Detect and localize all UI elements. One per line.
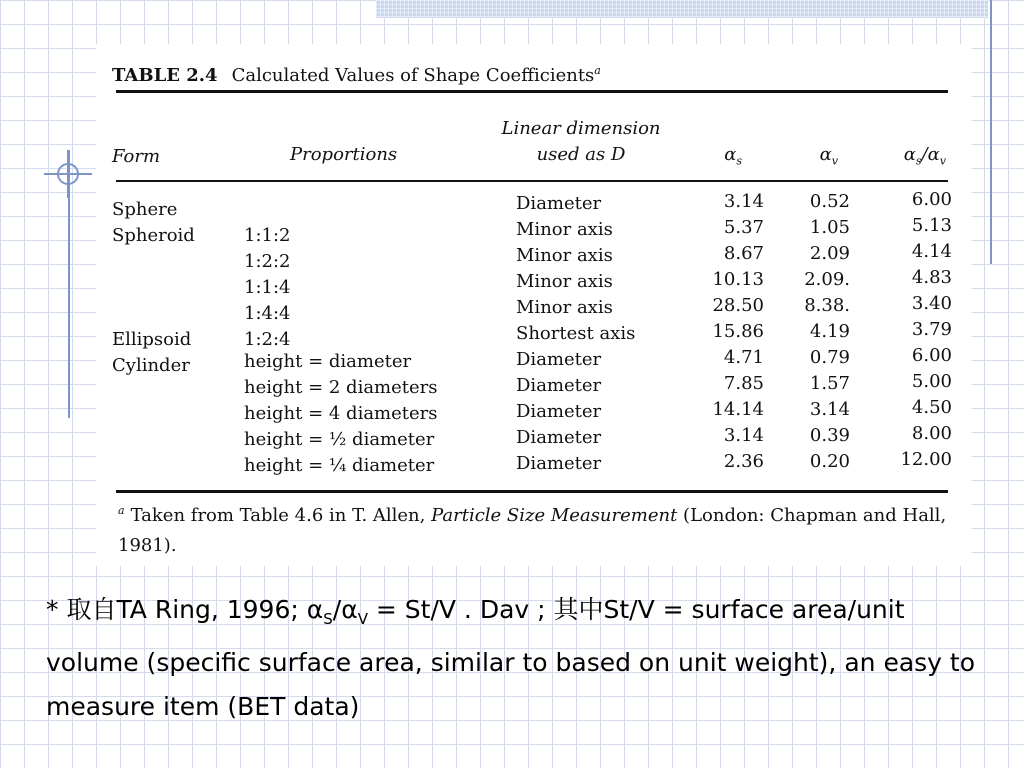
note-symbol-v: α [341, 595, 358, 624]
header-linear-line1: Linear dimension [501, 118, 661, 139]
top-decorative-band [376, 0, 988, 18]
row-0-ratio: 6.00 [911, 189, 952, 210]
footnote-text-after: (London: Chapman and Hall, 1981). [118, 505, 947, 556]
row-2-alpha-v: 2.09 [809, 243, 850, 264]
row-9-proportions: height = ½ diameter [244, 429, 435, 450]
header-alpha-v [796, 144, 838, 168]
header-ratio-num-symbol: α [903, 144, 916, 165]
row-3-dimension: Minor axis [516, 271, 613, 292]
row-1-ratio: 5.13 [911, 215, 952, 236]
row-4-dimension: Minor axis [516, 297, 613, 318]
header-ratio-den-sub: v [939, 154, 946, 168]
row-2-proportions: 1:2:2 [244, 251, 291, 272]
row-5-ratio: 3.79 [911, 319, 952, 340]
row-8-alpha-v: 3.14 [809, 399, 850, 420]
row-6-proportions: height = diameter [244, 351, 412, 372]
row-7-alpha-v: 1.57 [809, 373, 850, 394]
row-5-alpha-s: 15.86 [712, 321, 764, 342]
table-caption [112, 64, 601, 86]
footnote-text-before: Taken from Table 4.6 in T. Allen, [130, 505, 432, 526]
row-4-proportions: 1:4:4 [244, 303, 291, 324]
crosshair-icon [44, 150, 92, 198]
row-5-alpha-v: 4.19 [809, 321, 850, 342]
caption-footnote-marker: a [594, 64, 601, 77]
row-0-alpha-s: 3.14 [723, 191, 764, 212]
row-3-alpha-s: 10.13 [712, 269, 764, 290]
row-0-alpha-v: 0.52 [809, 191, 850, 212]
row-1-form: Spheroid [112, 225, 195, 246]
row-6-alpha-s: 4.71 [723, 347, 764, 368]
row-5-form: Ellipsoid [112, 329, 192, 350]
row-2-ratio: 4.14 [911, 241, 952, 262]
header-alpha-s-sub: s [736, 154, 742, 168]
top-rule [116, 90, 948, 93]
row-7-ratio: 5.00 [911, 371, 952, 392]
row-4-ratio: 3.40 [911, 293, 952, 314]
row-10-alpha-v: 0.20 [809, 451, 850, 472]
row-7-alpha-s: 7.85 [723, 373, 764, 394]
table-label: TABLE 2.4 [112, 65, 218, 86]
slide-note [46, 588, 976, 729]
shape-coefficients-table [96, 44, 972, 566]
header-linear-line2: used as D [536, 144, 626, 165]
header-linear-dimension [486, 116, 676, 168]
row-10-ratio: 12.00 [900, 449, 952, 470]
row-7-proportions: height = 2 diameters [244, 377, 438, 398]
row-1-proportions: 1:1:2 [244, 225, 291, 246]
row-8-dimension: Diameter [516, 401, 602, 422]
footnote-book-title: Particle Size Measurement [431, 505, 678, 526]
row-3-proportions: 1:1:4 [244, 277, 291, 298]
row-1-alpha-s: 5.37 [723, 217, 764, 238]
header-proportions: Proportions [290, 144, 398, 165]
row-9-alpha-s: 3.14 [723, 425, 764, 446]
note-sub-v: V [357, 610, 368, 628]
row-3-alpha-v: 2.09. [804, 269, 850, 290]
row-2-dimension: Minor axis [516, 245, 613, 266]
table-footnote [118, 496, 958, 561]
row-3-ratio: 4.83 [911, 267, 952, 288]
note-symbol-s: α [306, 595, 324, 624]
header-ratio-slash: / [921, 144, 928, 165]
row-6-form: Cylinder [112, 355, 190, 376]
row-6-alpha-v: 0.79 [809, 347, 850, 368]
row-4-alpha-s: 28.50 [712, 295, 764, 316]
row-1-dimension: Minor axis [516, 219, 613, 240]
row-9-ratio: 8.00 [911, 423, 952, 444]
row-8-alpha-s: 14.14 [712, 399, 764, 420]
row-0-form: Sphere [112, 199, 178, 220]
row-6-ratio: 6.00 [911, 345, 952, 366]
row-5-dimension: Shortest axis [516, 323, 636, 344]
row-10-alpha-s: 2.36 [723, 451, 764, 472]
header-ratio [876, 144, 946, 168]
note-lead: * 取自TA Ring, 1996; [46, 595, 307, 624]
row-0-dimension: Diameter [516, 193, 602, 214]
row-9-dimension: Diameter [516, 427, 602, 448]
header-alpha-s-symbol: α [724, 144, 737, 165]
row-4-alpha-v: 8.38. [804, 295, 850, 316]
row-10-dimension: Diameter [516, 453, 602, 474]
header-alpha-s [696, 144, 742, 168]
row-9-alpha-v: 0.39 [809, 425, 850, 446]
header-ratio-den-symbol: α [927, 144, 940, 165]
table-caption-text: Calculated Values of Shape Coefficients [231, 65, 595, 86]
header-ratio-num-sub: s [915, 154, 922, 168]
header-form: Form [112, 146, 161, 167]
row-7-dimension: Diameter [516, 375, 602, 396]
row-2-alpha-s: 8.67 [723, 243, 764, 264]
row-1-alpha-v: 1.05 [809, 217, 850, 238]
row-8-proportions: height = 4 diameters [244, 403, 438, 424]
row-10-proportions: height = ¼ diameter [244, 455, 435, 476]
right-accent-line [990, 0, 992, 264]
footnote-marker: a [118, 504, 125, 517]
header-rule [116, 180, 948, 182]
header-alpha-v-sub: v [831, 154, 838, 168]
note-body: = St/V . Dav ; 其中St/V = surface area/unit volume (specific surface area, similar to based on unit weight), an easy to measure item (BET data) [46, 595, 976, 721]
note-sub-s: S [323, 610, 333, 628]
row-5-proportions: 1:2:4 [244, 329, 291, 350]
row-8-ratio: 4.50 [911, 397, 952, 418]
bottom-rule [116, 490, 948, 493]
note-slash: / [332, 595, 342, 624]
header-alpha-v-symbol: α [819, 144, 832, 165]
row-6-dimension: Diameter [516, 349, 602, 370]
